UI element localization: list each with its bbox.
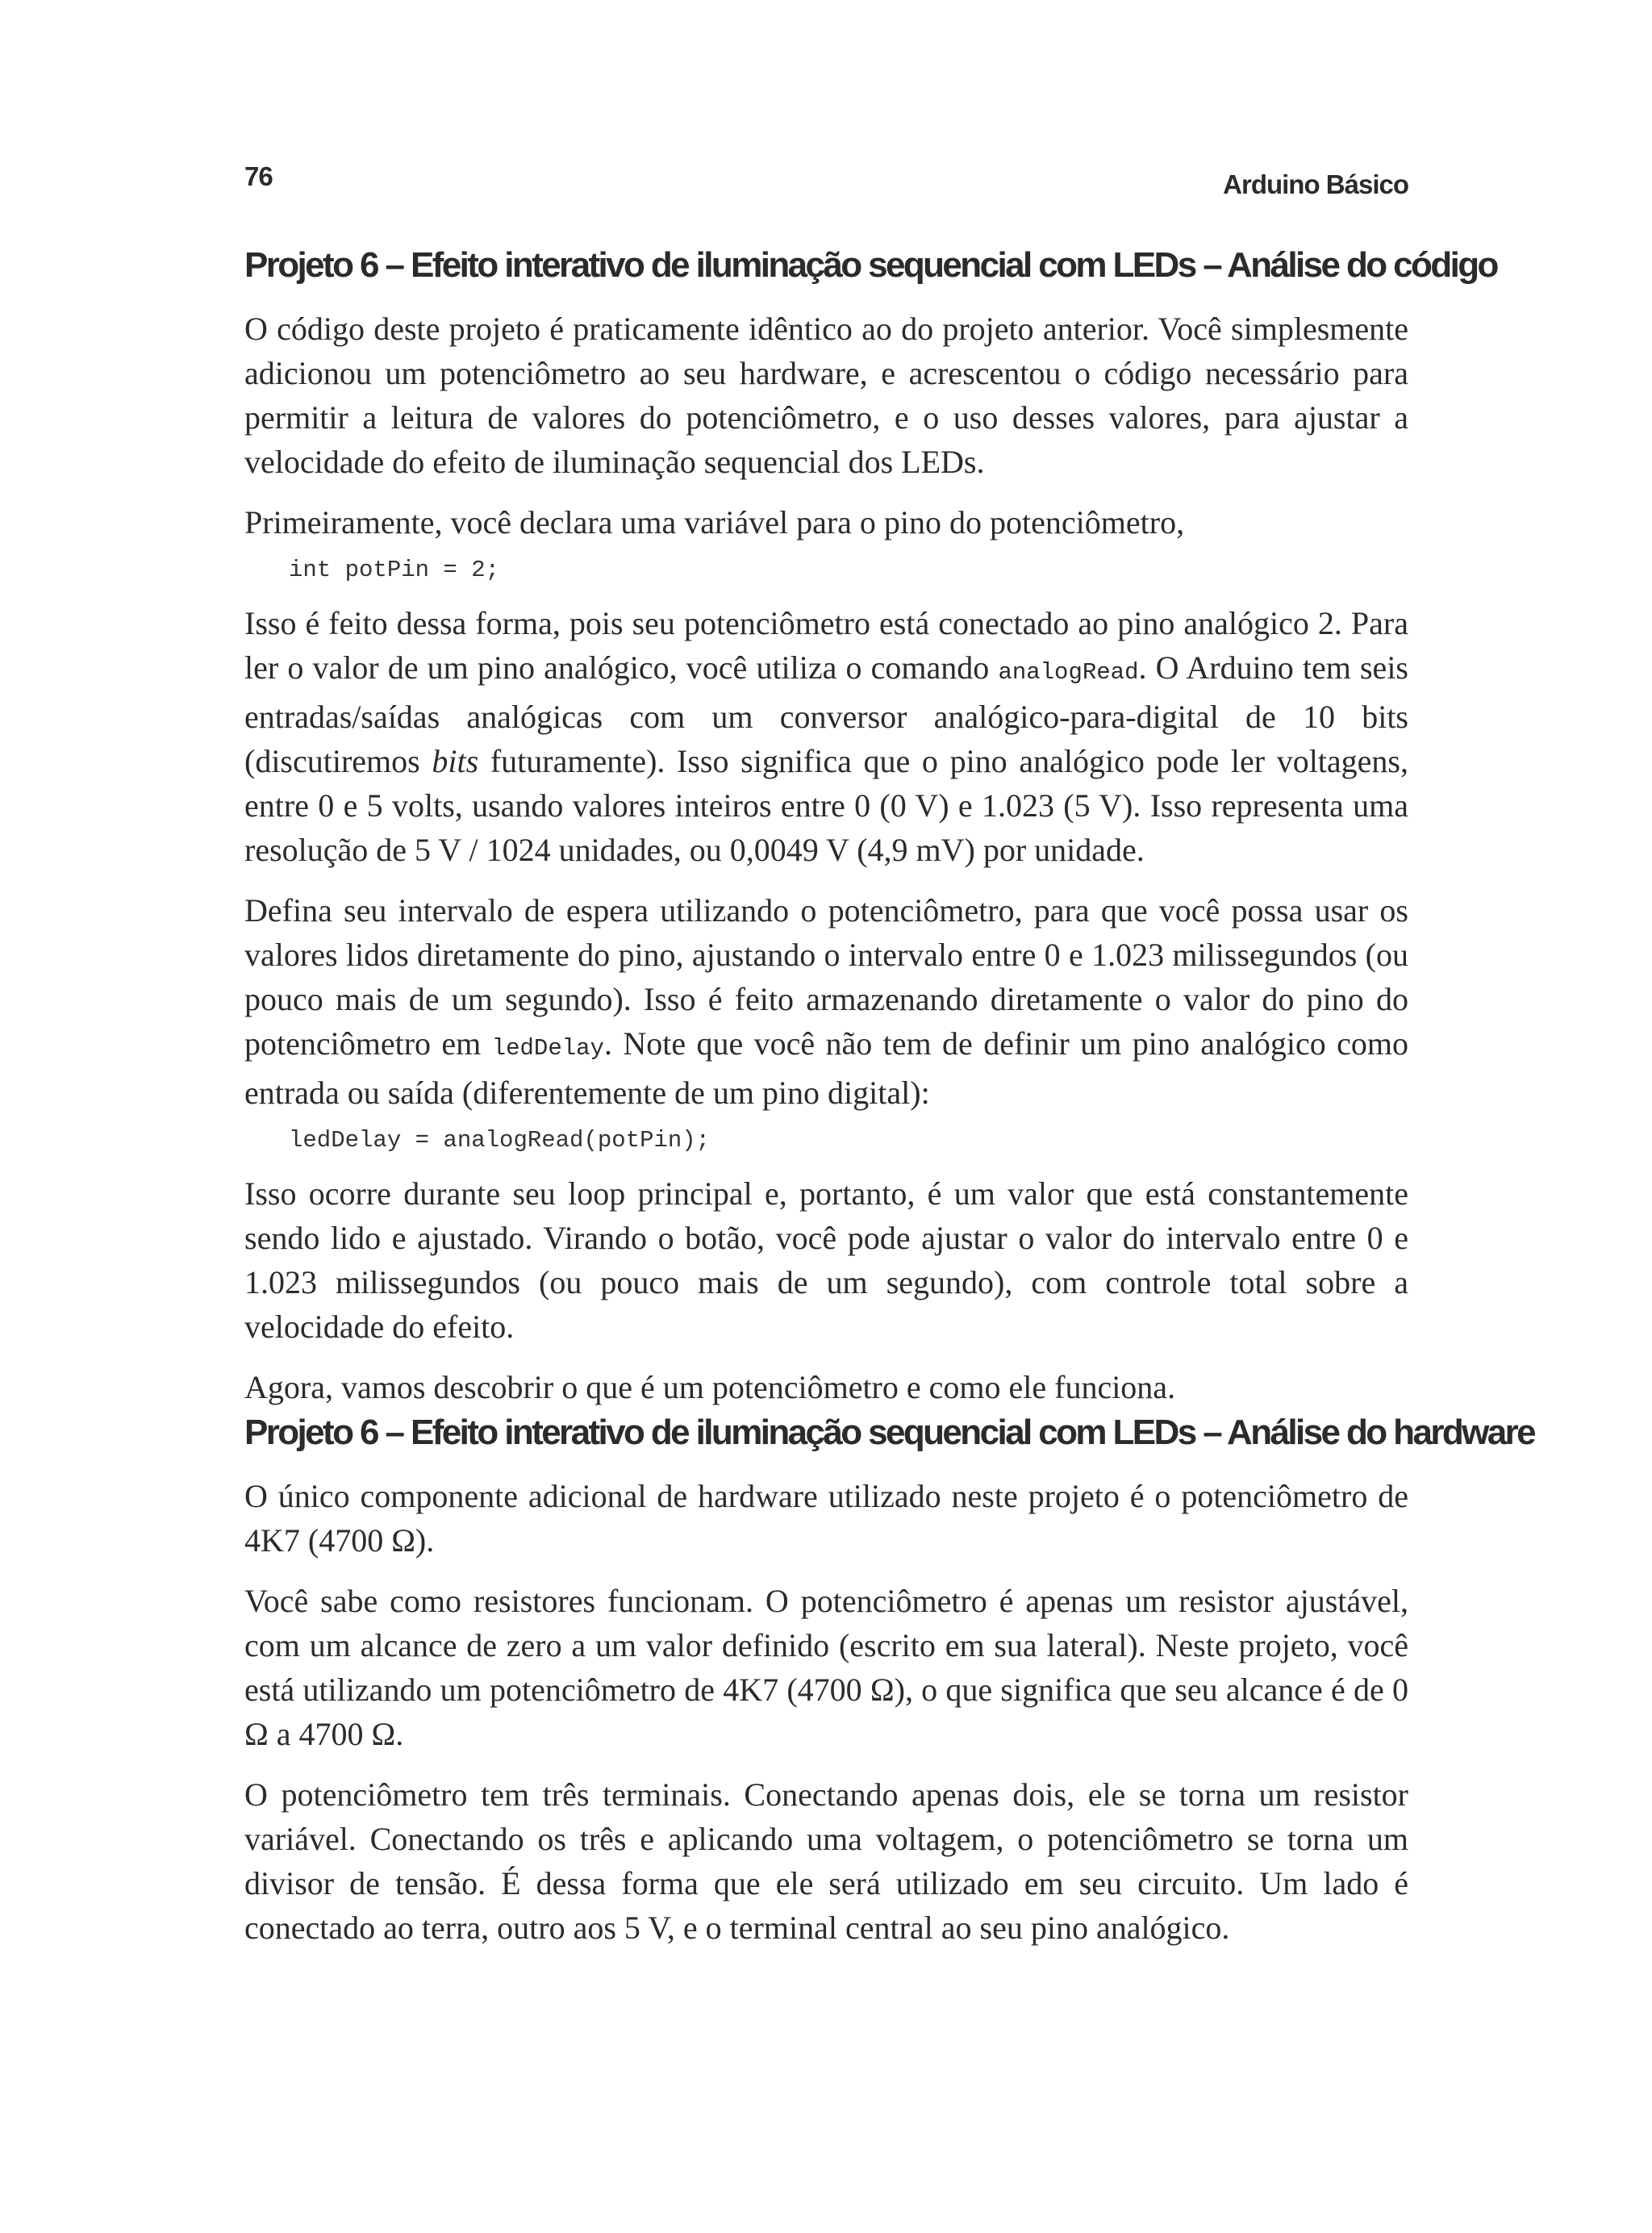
text-run: Isso é feito dessa forma, pois seu potenciômetro está conectado ao pino analógico 2. Para ler o valor de um pino analógico, você utiliza o comando [244, 605, 1408, 686]
paragraph [244, 888, 1408, 1115]
paragraph: Agora, vamos descobrir o que é um potenciômetro e como ele funciona. [244, 1369, 1176, 1405]
text-run: Defina seu intervalo de espera utilizando o potenciômetro, para que você possa usar os valores lidos diretamente do pino, ajustando o intervalo entre 0 e 1.023 milissegundos (ou pouco mais de um segundo). Isso é feito armazenando diretamente o valor do pino do potenciômetro em [244, 892, 1408, 1062]
section-heading-code-analysis: Projeto 6 – Efeito interativo de iluminação sequencial com LEDs – Análise do código [244, 245, 1497, 285]
code-snippet: ledDelay = analogRead(potPin); [289, 1127, 711, 1154]
page-number: 76 [244, 161, 273, 191]
paragraph: Isso ocorre durante seu loop principal e, portanto, é um valor que está constantemente sendo lido e ajustado. Virando o botão, você pode ajustar o valor do intervalo entre 0 e 1.023 milissegundos (ou pouco mais de um segundo), com controle total sobre a velocidade do efeito. [244, 1175, 1408, 1345]
page-content [244, 242, 1535, 1950]
paragraph: O código deste projeto é praticamente idêntico ao do projeto anterior. Você simplesmente adicionou um potenciômetro ao seu hardware, e acrescentou o código necessário para permitir a leitura de valores do potenciômetro, e o uso desses valores, para ajustar a velocidade do efeito de iluminação sequencial dos LEDs. [244, 311, 1408, 480]
inline-code: analogRead [998, 659, 1139, 686]
paragraph: Primeiramente, você declara uma variável para o pino do potenciômetro, [244, 504, 1185, 541]
inline-code: ledDelay [491, 1035, 604, 1062]
paragraph [244, 601, 1408, 872]
text-run: . Note que você não tem de definir um pino analógico como entrada ou saída (diferentemente de um pino digital): [244, 1025, 1408, 1111]
paragraph: O único componente adicional de hardware utilizado neste projeto é o potenciômetro de 4K7 (4700 Ω). [244, 1478, 1408, 1559]
paragraph: O potenciômetro tem três terminais. Conectando apenas dois, ele se torna um resistor variável. Conectando os três e aplicando uma voltagem, o potenciômetro se torna um divisor de tensão. É dessa forma que ele será utilizado em seu circuito. Um lado é conectado ao terra, outro aos 5 V, e o terminal central ao seu pino analógico. [244, 1776, 1408, 1946]
running-head-title: Arduino Básico [1223, 169, 1408, 199]
emphasis: bits [432, 743, 479, 779]
section-heading-hardware-analysis: Projeto 6 – Efeito interativo de iluminação sequencial com LEDs – Análise do hardware [244, 1413, 1535, 1452]
paragraph: Você sabe como resistores funcionam. O potenciômetro é apenas um resistor ajustável, com um alcance de zero a um valor definido (escrito em sua lateral). Neste projeto, você está utilizando um potenciômetro de 4K7 (4700 Ω), o que significa que seu alcance é de 0 Ω a 4700 Ω. [244, 1583, 1408, 1752]
text-run: . O Arduino tem seis entradas/saídas analógicas com um conversor analógico-para-digital de 10 bits (discutiremos [244, 649, 1408, 779]
text-run: futuramente). Isso significa que o pino analógico pode ler voltagens, entre 0 e 5 volts, usando valores inteiros entre 0 (0 V) e 1.023 (5 V). Isso representa uma resolução de 5 V / 1024 unidades, ou 0,0049 V (4,9 mV) por unidade. [244, 743, 1408, 868]
code-snippet: int potPin = 2; [289, 557, 500, 583]
